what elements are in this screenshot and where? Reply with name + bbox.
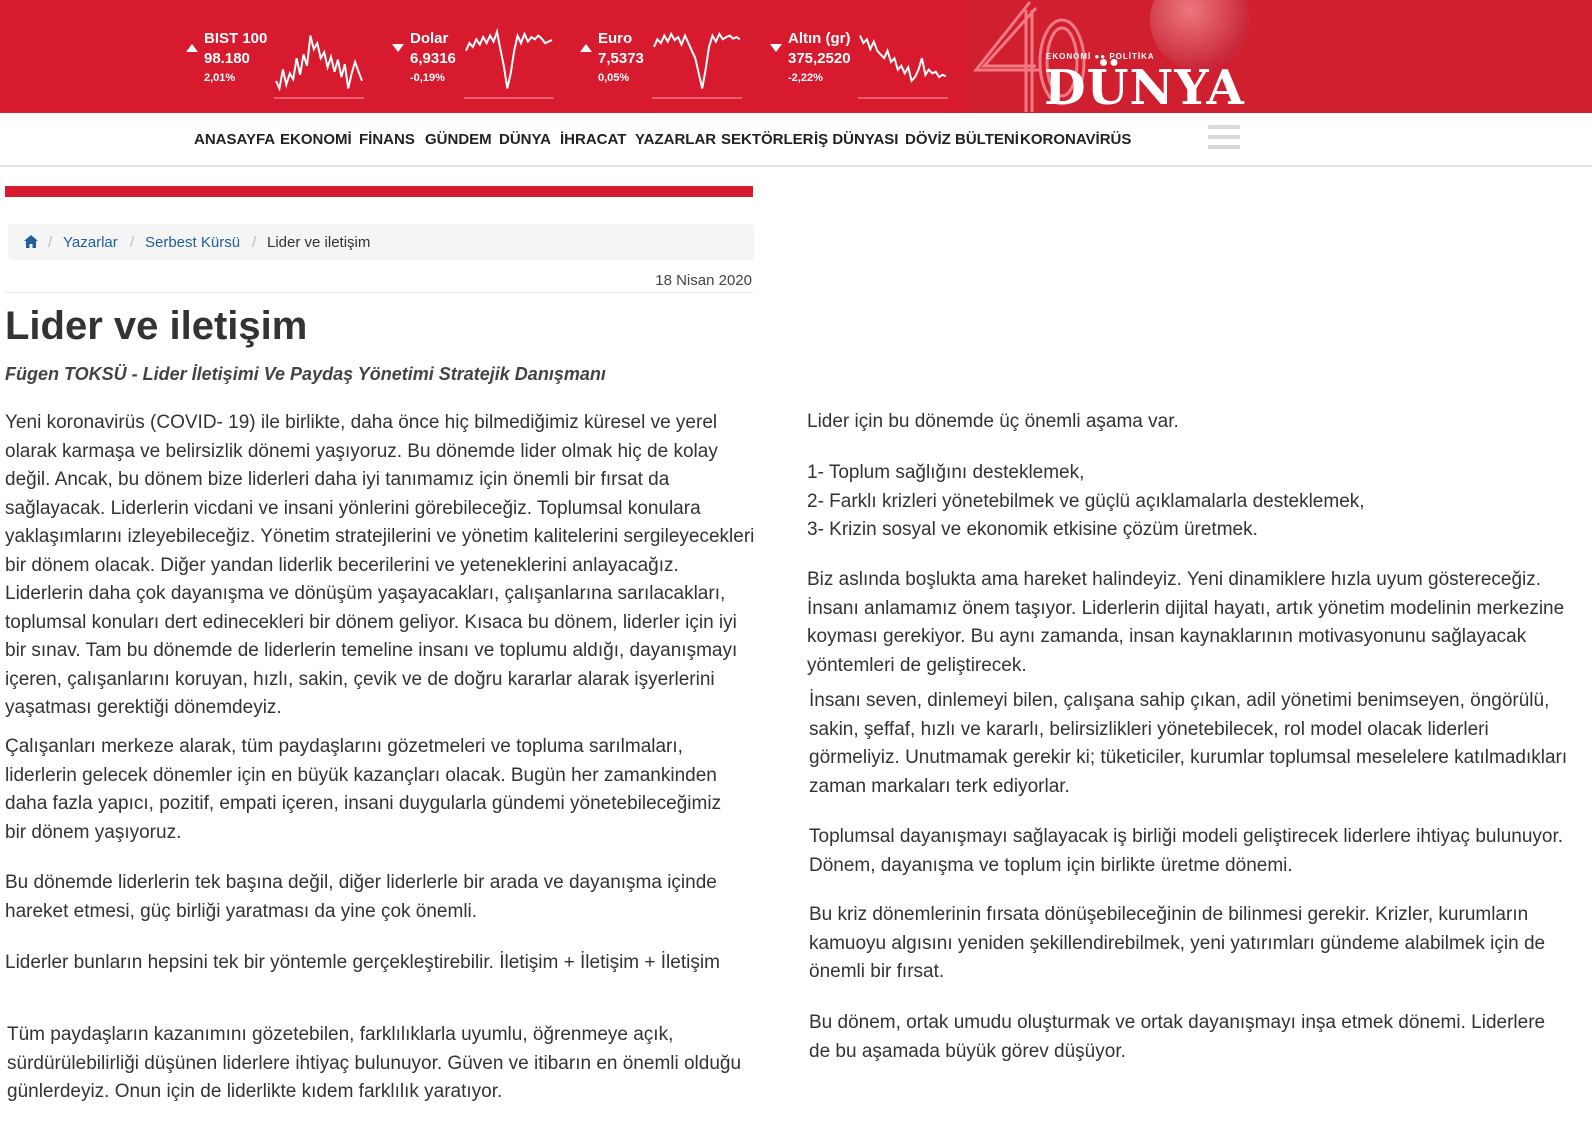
ticker-direction-icon (392, 44, 406, 60)
section-accent-bar (5, 186, 753, 197)
article-paragraph: Bu dönem, ortak umudu oluşturmak ve ortak dayanışmayı inşa etmek dönemi. Liderlere de bu aşamada büyük görev düşüyor. (809, 1012, 1546, 1062)
article-paragraph: Tüm paydaşların kazanımını gözetebilen, farklılıklarla uyumlu, öğrenmeye açık, sürdürülebilirliği düşünen liderlere ihtiyaç bulunuyor. Güven ve itibarın en önemli olduğu günlerdeyiz. Onun için de liderlikte kıdem farklılık yaratıyor. (7, 1024, 742, 1102)
article-paragraph: Çalışanları merkeze alarak, tüm paydaşlarını gözetmeleri ve topluma sarılmaları, liderlerin gelecek dönemler için en büyük kazançları olacak. Bugün her zamankinden daha fazla yapıcı, pozitif, empati içeren, insani duygularla gündemi yönetebileceğimiz bir dönem yaşıyoruz. (5, 736, 722, 843)
ticker-sparkline (464, 26, 554, 100)
nav-yazarlar[interactable]: YAZARLAR (635, 131, 717, 148)
sparkline-path (276, 36, 362, 89)
ticker-value: 98.180 (204, 50, 250, 67)
nav-doviz-bulteni[interactable]: DÖVİZ BÜLTENİ (905, 131, 1019, 148)
ticker-name: Altın (gr) (788, 30, 851, 47)
ticker-direction-icon (186, 44, 200, 76)
home-icon[interactable] (24, 235, 38, 252)
menu-icon[interactable] (1208, 125, 1240, 155)
nav-ekonomi[interactable]: EKONOMİ (280, 131, 352, 148)
nav-sektorler[interactable]: SEKTÖRLER (721, 131, 814, 148)
ticker-direction-icon (770, 44, 784, 60)
breadcrumb-serbest-kursu[interactable]: Serbest Kürsü (145, 234, 241, 251)
ticker-value: 375,2520 (788, 50, 851, 67)
ticker-change: 2,01% (204, 72, 236, 84)
article-paragraph: İnsanı seven, dinlemeyi bilen, çalışana sahip çıkan, adil yönetimi benimseyen, öngörülü, sakin, şeffaf, hızlı ve kararlı, belirsizlikleri yönetebilecek, rol model olacak liderleri görmeliyiz. Unutmamak gerekir ki; tüketiciler, kurumlar toplumsal meselelere katılmadıkları zaman markaları terk ediyorlar. (809, 690, 1568, 797)
breadcrumb-separator: / (130, 234, 135, 251)
article-paragraph: Toplumsal dayanışmayı sağlayacak iş birliği modeli geliştirecek liderlere ihtiyaç bulunuyor. Dönem, dayanışma ve toplum için birlikte üretme dönemi. (809, 826, 1564, 876)
article-paragraph: Bu kriz dönemlerinin fırsata dönüşebileceğinin de bilinmesi gerekir. Krizler, kurumların kamuoyu algısını yeniden şekillendirebilmek, yeni yatırımları gündeme alabilmek için de önemli bir fırsat. (809, 904, 1546, 982)
ticker-change: -0,19% (410, 72, 445, 84)
brand-tagline: EKONOMİ ●● POLİTİKA (1046, 52, 1155, 61)
breadcrumb-separator: / (48, 234, 53, 251)
brand-logo[interactable]: DÜNYA (1044, 60, 1245, 113)
sparkline-path (860, 36, 946, 81)
ticker-value: 6,9316 (410, 50, 456, 67)
ticker-name: BIST 100 (204, 30, 268, 47)
breadcrumb (8, 224, 754, 260)
ticker-value: 7,5373 (598, 50, 644, 67)
article-author[interactable]: Fügen TOKSÜ - Lider İletişimi Ve Paydaş Yönetimi Stratejik Danışmanı (5, 364, 606, 384)
breadcrumb-separator: / (252, 234, 257, 251)
article-paragraph: Liderler bunların hepsini tek bir yöntemle gerçekleştirebilir. İletişim + İletişim + İletişim (5, 952, 720, 973)
ticker-name: Euro (598, 30, 633, 47)
article-paragraph: Yeni koronavirüs (COVID- 19) ile birlikte, daha önce hiç bilmediğimiz küresel ve yerel olarak karmaşa ve belirsizlik dönemi yaşıyoruz. Bu dönemde lider olmak hiç de kolay değil. Ancak, bu dönem bize liderleri daha iyi tanımamız için önemli bir fırsat da sağlayacak. Liderlerin vicdani ve insani yönlerini görebileceğiz. Toplumsal konulara yaklaşımlarını izleyebileceğiz. Yönetim stratejilerini ve yönetim kalitelerini sergileyecekleri bir dönem olacak. Diğer yandan liderlik becerilerini ve yeteneklerini anlayacağız. Liderlerin daha çok dayanışma ve dönüşüm yaşayacakları, çalışanlarına sarılacakları, toplumsal konuları dert edinecekleri bir dönem geliyor. Kısaca bu dönem, liderler için iyi bir sınav. Tam bu dönemde de liderlerin temeline insanı ve toplumu aldığı, dayanışmayı içeren, çalışanlarını koruyan, hızlı, sakin, çevik ve de doğru kararlar alarak işyerlerini yaşatması gerektiği dönemdeyiz. (5, 412, 755, 718)
article-paragraph: Bu dönemde liderlerin tek başına değil, diğer liderlerle bir arada ve dayanışma içinde hareket etmesi, güç birliği yaratması da yine çok önemli. (5, 872, 717, 922)
sparkline-path (466, 32, 552, 89)
ticker-euro[interactable] (580, 26, 750, 106)
article-list: 1- Toplum sağlığını desteklemek, 2- Farklı krizleri yönetebilmek ve güçlü açıklamalarla desteklemek, 3- Krizin sosyal ve ekonomik etkisine çözüm üretmek. (807, 462, 1365, 540)
sparkline-path (654, 34, 740, 88)
nav-dunya[interactable]: DÜNYA (499, 131, 551, 148)
article-paragraph: Lider için bu dönemde üç önemli aşama var. (807, 411, 1179, 432)
article-date: 18 Nisan 2020 (655, 272, 752, 289)
ticker-sparkline (652, 26, 742, 100)
breadcrumb-current: Lider ve iletişim (267, 234, 371, 251)
ticker-bist100[interactable] (186, 26, 366, 106)
article-paragraph: Biz aslında boşlukta ama hareket halindeyiz. Yeni dinamiklere hızla uyum göstereceğiz. İnsanı anlamamız önem taşıyor. Liderlerin dijital hayatı, artık yönetim modelinin merkezine koyması gerekiyor. Bu aynı zamanda, insan kaynaklarının motivasyonunu sağlayacak yöntemleri de geliştirecek. (807, 569, 1565, 676)
ticker-change: 0,05% (598, 72, 630, 84)
article-title: Lider ve iletişim (5, 304, 308, 348)
market-ticker-bar (0, 0, 1592, 113)
ticker-change: -2,22% (788, 72, 823, 84)
ticker-name: Dolar (410, 30, 449, 47)
ticker-direction-icon (580, 44, 594, 60)
ticker-sparkline (858, 26, 948, 100)
ticker-sparkline (274, 26, 364, 100)
ticker-altin[interactable] (770, 26, 950, 106)
nav-koronavirus[interactable]: KORONAVİRÜS (1020, 131, 1132, 148)
breadcrumb-yazarlar[interactable]: Yazarlar (63, 234, 118, 251)
main-navigation (0, 113, 1592, 167)
nav-anasayfa[interactable]: ANASAYFA (194, 131, 276, 148)
nav-is-dunyasi[interactable]: İŞ DÜNYASI (814, 131, 899, 148)
nav-gundem[interactable]: GÜNDEM (425, 131, 492, 148)
nav-ihracat[interactable]: İHRACAT (560, 131, 627, 148)
divider (5, 292, 753, 293)
ticker-dolar[interactable] (392, 26, 562, 106)
nav-finans[interactable]: FİNANS (359, 131, 415, 148)
